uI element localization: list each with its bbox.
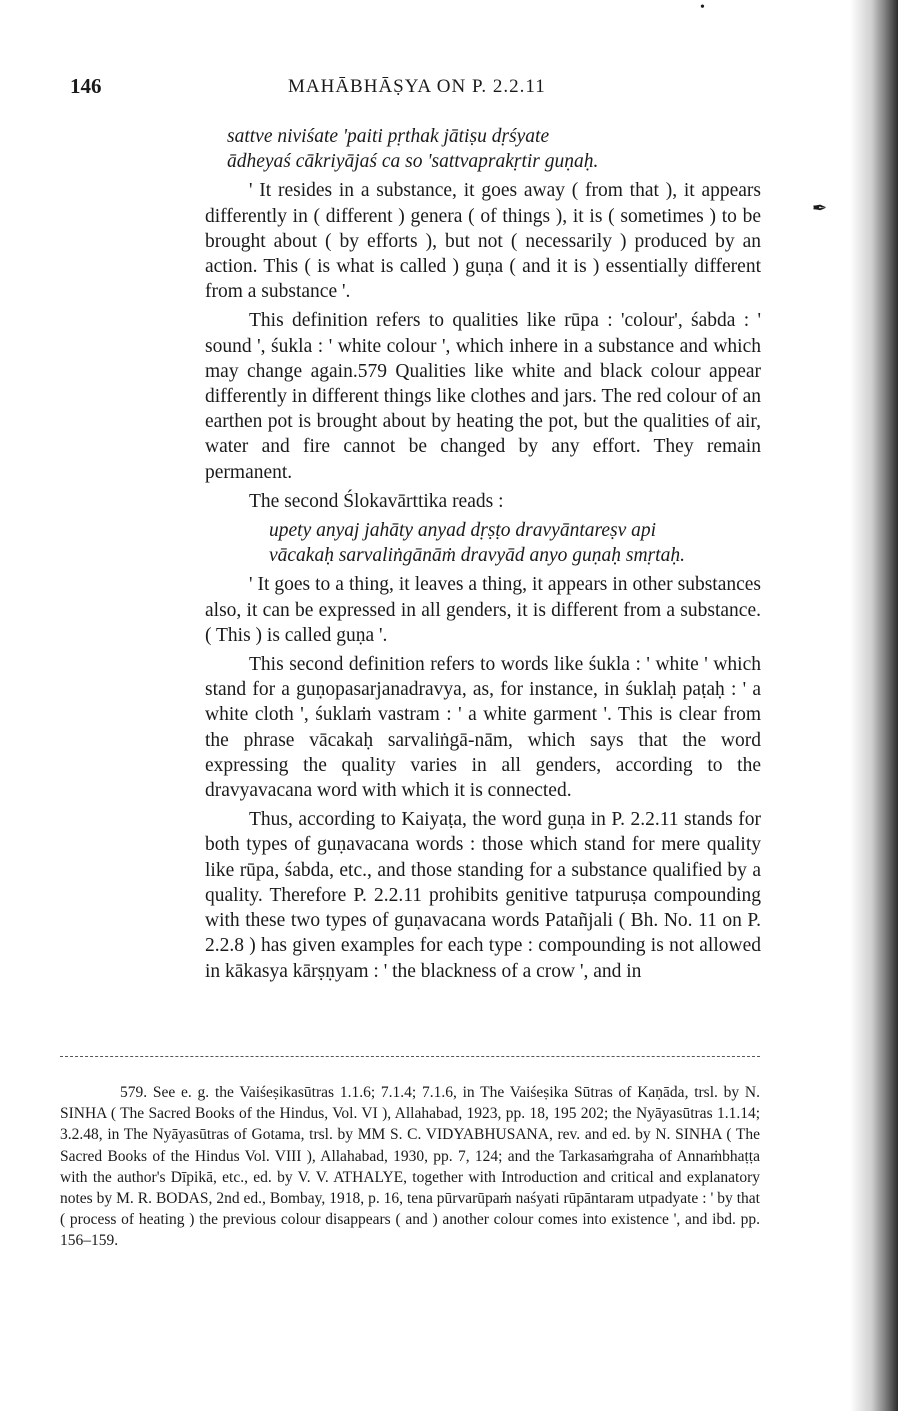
- paragraph-definition-2: This second definition refers to words like śukla : ' white ' which stand for a guṇopasarjanadravya, as, for instance, in śuklaḥ paṭaḥ : ' a white cloth ', śuklaṁ vastram : ' a white garment '. This is clear from the phrase vācakaḥ sarvaliṅgā-nām, which says that the word expressing the quality varies in all genders, according to the dravyavacana word with which it is connected.: [205, 654, 761, 802]
- page-number: 146: [70, 74, 102, 98]
- verse-2-line-1: upety anyaj jahāty anyad dṛṣṭo dravyāntareṣv api: [269, 520, 657, 542]
- main-text: [205, 124, 761, 984]
- scan-speck: •: [700, 0, 705, 15]
- footnote-divider: [60, 1056, 760, 1057]
- scan-edge-shadow: [850, 0, 898, 1411]
- page-header: [70, 74, 760, 104]
- verse-2-line-2: vācakaḥ sarvaliṅgānāṁ dravyād anyo guṇaḥ smṛtaḥ.: [269, 545, 685, 567]
- scan-ink-mark: ✒: [812, 198, 828, 218]
- running-title: MAHĀBHĀṢYA ON P. 2.2.11: [288, 76, 546, 97]
- footnote-text: 579. See e. g. the Vaiśeṣikasūtras 1.1.6; 7.1.4; 7.1.6, in The Vaiśeṣika Sūtras of Kaṇāda, trsl. by N. SINHA ( The Sacred Books of the Hindus, Vol. VI ), Allahabad, 1923, pp. 18, 195 202; the Nyāyasūtras 1.1.14; 3.2.48, in The Nyāyasūtras of Gotama, trsl. by MM S. C. VIDYABHUSANA, rev. and ed. by N. SINHA ( The Sacred Books of the Hindus Vol. VIII ), Allahabad, 1930, pp. 7, 124; and the Tarkasaṁgraha of Annaṁbhaṭṭa with the author's Dīpikā, etc., ed. by V. V. ATHALYE, together with Introduction and critical and explanatory notes by M. R. BODAS, 2nd ed., Bombay, 1918, p. 16, tena pūrvarūpaṁ naśyati rūpāntaram utpadyate : ' by that ( process of heating ) the previous colour disappears ( and ) another colour comes into existence ', and ibd. pp. 156–159.: [60, 1084, 760, 1250]
- verse-1-line-1: sattve niviśate 'paiti pṛthak jātiṣu dṛśyate: [227, 126, 550, 147]
- paragraph-translation-2: ' It goes to a thing, it leaves a thing, it appears in other substances also, it can be expressed in all genders, it is different from a substance. ( This ) is called guṇa '.: [205, 574, 761, 646]
- paragraph-second-slokavarttika: The second Ślokavārttika reads :: [249, 490, 504, 512]
- footnote-579: [60, 1082, 760, 1252]
- paragraph-kaiyata: Thus, according to Kaiyaṭa, the word guṇa in P. 2.2.11 stands for both types of guṇavacana words : those which stand for mere quality like rūpa, śabda, etc., and those standing for a substance qualified by a quality. Therefore P. 2.2.11 prohibits genitive tatpuruṣa compounding with these two types of guṇavacana words Patañjali ( Bh. No. 11 on P. 2.2.8 ) has given examples for each type : compounding is not allowed in kākasya kārṣṇyam : ' the blackness of a crow ', and in: [205, 809, 761, 982]
- verse-1-line-2: ādheyaś cākriyājaś ca so 'sattvaprakṛtir guṇaḥ.: [227, 151, 599, 173]
- paragraph-translation-1: ' It resides in a substance, it goes away ( from that ), it appears differently in ( different ) genera ( of things ), it is ( sometimes ) to be brought about ( by efforts ), but not ( necessarily ) produced by an action. This ( is what is called ) guṇa ( and it is ) essentially different from a substance '.: [205, 180, 761, 303]
- paragraph-definition-1: This definition refers to qualities like rūpa : 'colour', śabda : ' sound ', śukla : ' white colour ', which inhere in a substance and which may change again.579 Qualities like white and black colour appear differently in different things like clothes and jars. The red colour of an earthen pot is brought about by heating the pot, but the qualities of air, water and fire cannot be changed by any effort. They remain permanent.: [205, 310, 761, 483]
